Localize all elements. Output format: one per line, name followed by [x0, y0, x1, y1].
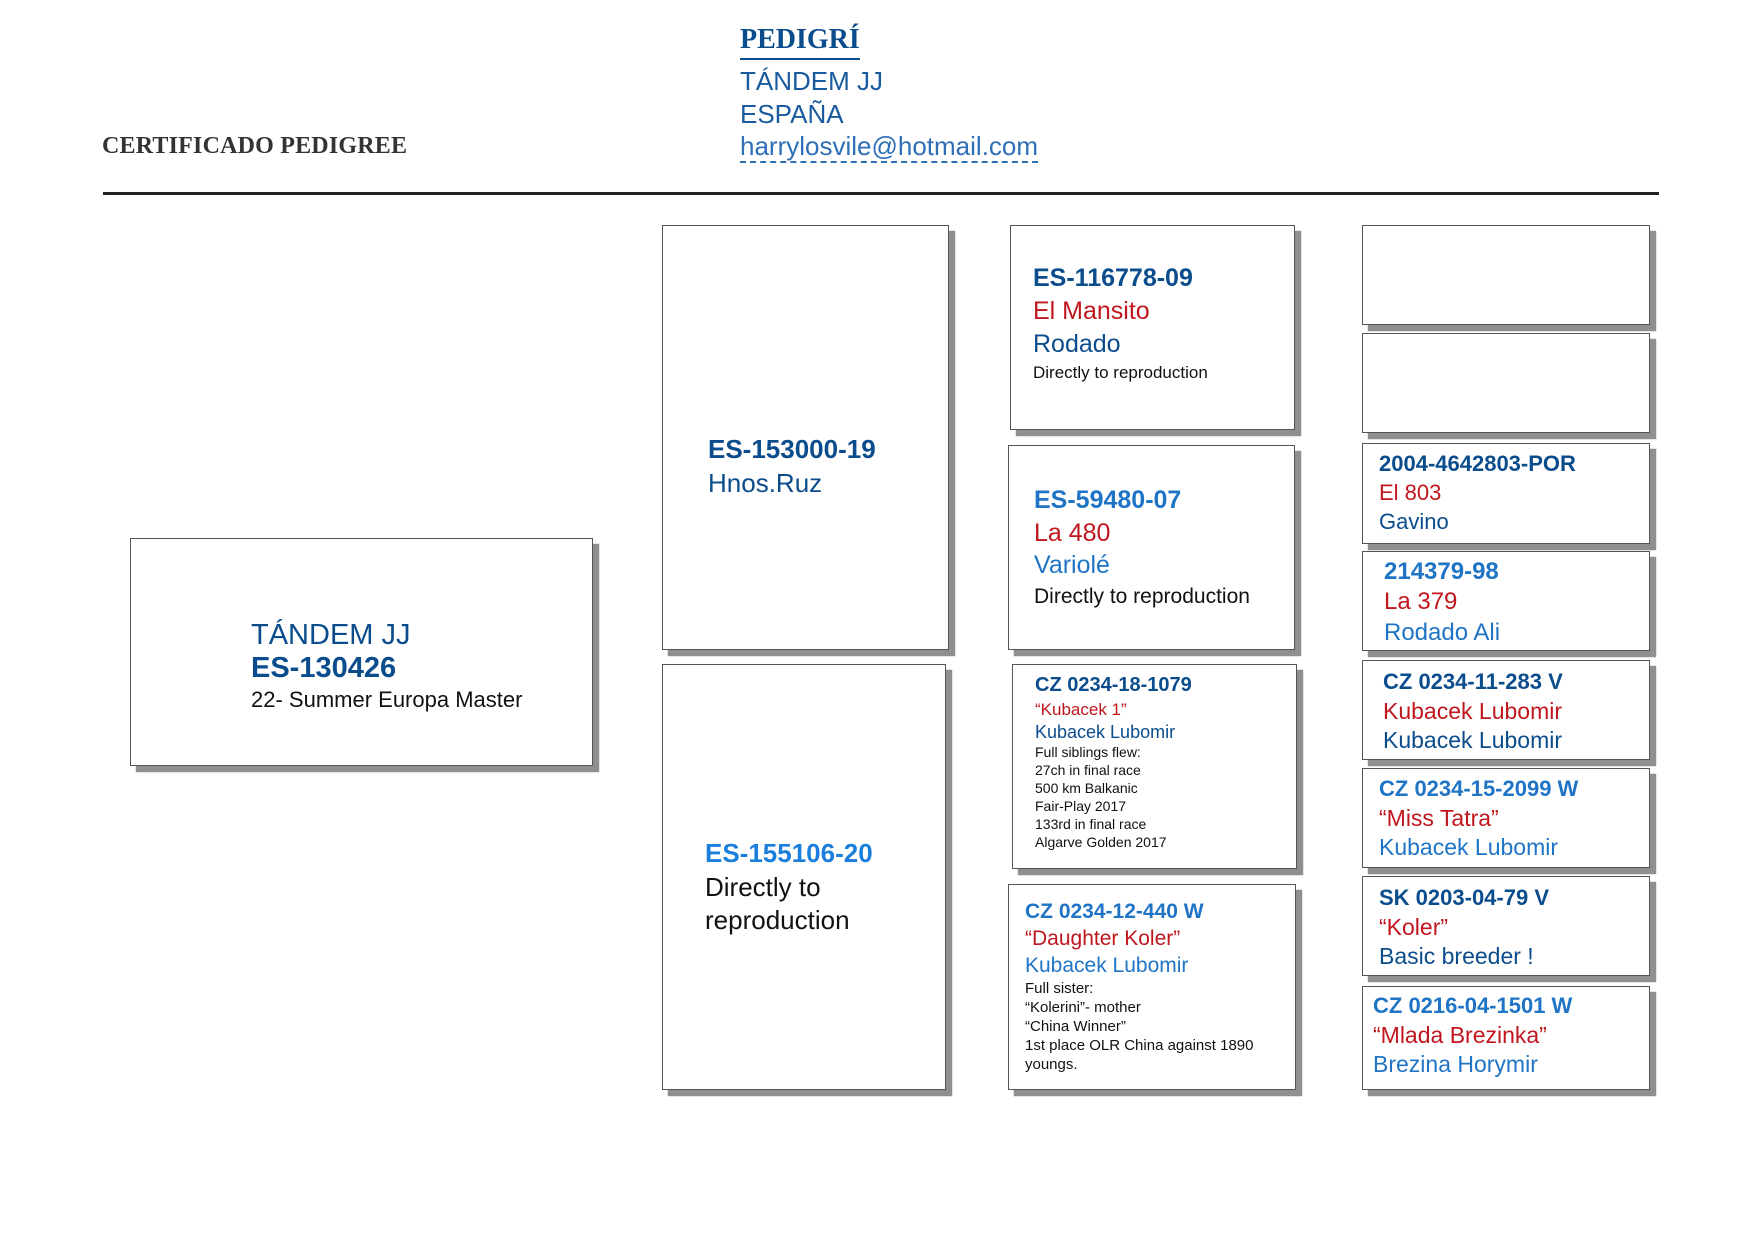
certificate-label: CERTIFICADO PEDIGREE [102, 133, 408, 159]
ff-owner: Rodado [1033, 330, 1121, 358]
gg-card [1362, 443, 1650, 544]
mf-name: “Kubacek 1” [1035, 700, 1127, 719]
gg-card [1362, 551, 1650, 651]
ff-card [1010, 225, 1295, 430]
mm-note-line: “China Winner” [1025, 1018, 1126, 1035]
mf-owner: Kubacek Lubomir [1035, 722, 1176, 742]
mf-note-line: 133rd in final race [1035, 816, 1147, 832]
gg-card [1362, 986, 1650, 1090]
gg-name: Kubacek Lubomir [1383, 698, 1562, 724]
header-name: TÁNDEM JJ [740, 66, 883, 96]
mm-name: “Daughter Koler” [1025, 927, 1181, 950]
fm-name: La 480 [1034, 519, 1111, 547]
mother-card [662, 664, 946, 1090]
gg-card [1362, 660, 1650, 760]
gg-ring: SK 0203-04-79 V [1379, 885, 1549, 910]
mother-ring: ES-155106-20 [705, 838, 873, 868]
mm-card [1008, 884, 1296, 1090]
ff-note: Directly to reproduction [1033, 363, 1208, 382]
gg-card-empty [1362, 333, 1650, 433]
mf-note-line: Fair-Play 2017 [1035, 798, 1127, 814]
subject-ring: ES-130426 [251, 652, 397, 684]
mm-note-line: youngs. [1025, 1056, 1078, 1073]
mf-ring: CZ 0234-18-1079 [1035, 674, 1192, 696]
mother-note-1: Directly to [705, 872, 821, 902]
gg-name: La 379 [1384, 588, 1458, 615]
ff-ring: ES-116778-09 [1033, 264, 1193, 292]
subject-card [130, 538, 593, 766]
gg-card [1362, 876, 1650, 976]
gg-owner: Kubacek Lubomir [1379, 834, 1558, 860]
mf-card [1012, 664, 1297, 869]
header-divider [103, 192, 1659, 195]
mm-note-line: 1st place OLR China against 1890 [1025, 1037, 1254, 1054]
gg-name: “Mlada Brezinka” [1373, 1022, 1547, 1048]
mm-owner: Kubacek Lubomir [1025, 954, 1189, 977]
gg-ring: 2004-4642803-POR [1379, 451, 1576, 476]
gg-owner: Basic breeder ! [1379, 943, 1534, 969]
mf-note-line: Full siblings flew: [1035, 744, 1141, 760]
pedigree-title: PEDIGRÍ [740, 26, 860, 60]
father-ring: ES-153000-19 [708, 434, 876, 464]
ff-name: El Mansito [1033, 297, 1150, 325]
father-card [662, 225, 949, 650]
subject-name: TÁNDEM JJ [251, 619, 411, 651]
fm-note: Directly to reproduction [1034, 585, 1250, 608]
mm-note-line: “Kolerini”- mother [1025, 999, 1141, 1016]
gg-owner: Kubacek Lubomir [1383, 727, 1562, 753]
header-country: ESPAÑA [740, 99, 844, 129]
fm-owner: Variolé [1034, 551, 1110, 579]
mf-note-line: 500 km Balkanic [1035, 780, 1138, 796]
mf-note-line: 27ch in final race [1035, 762, 1141, 778]
gg-ring: CZ 0234-11-283 V [1383, 669, 1563, 694]
gg-name: “Koler” [1379, 914, 1449, 940]
mm-note-line: Full sister: [1025, 980, 1094, 997]
gg-owner: Brezina Horymir [1373, 1051, 1538, 1077]
fm-ring: ES-59480-07 [1034, 486, 1182, 514]
subject-note: 22- Summer Europa Master [251, 687, 523, 712]
gg-name: “Miss Tatra” [1379, 805, 1499, 831]
gg-card [1362, 768, 1650, 868]
gg-owner: Gavino [1379, 509, 1449, 534]
gg-name: El 803 [1379, 480, 1442, 505]
gg-ring: 214379-98 [1384, 558, 1499, 585]
mother-note-2: reproduction [705, 905, 850, 935]
gg-card-empty [1362, 225, 1650, 325]
mf-note-line: Algarve Golden 2017 [1035, 834, 1167, 850]
fm-card [1008, 445, 1295, 650]
gg-owner: Rodado Ali [1384, 619, 1501, 646]
father-owner: Hnos.Ruz [708, 468, 823, 498]
gg-ring: CZ 0216-04-1501 W [1373, 993, 1573, 1018]
mm-ring: CZ 0234-12-440 W [1025, 900, 1204, 923]
gg-ring: CZ 0234-15-2099 W [1379, 776, 1579, 801]
email-link[interactable]: harrylosvile@hotmail.com [740, 131, 1039, 161]
